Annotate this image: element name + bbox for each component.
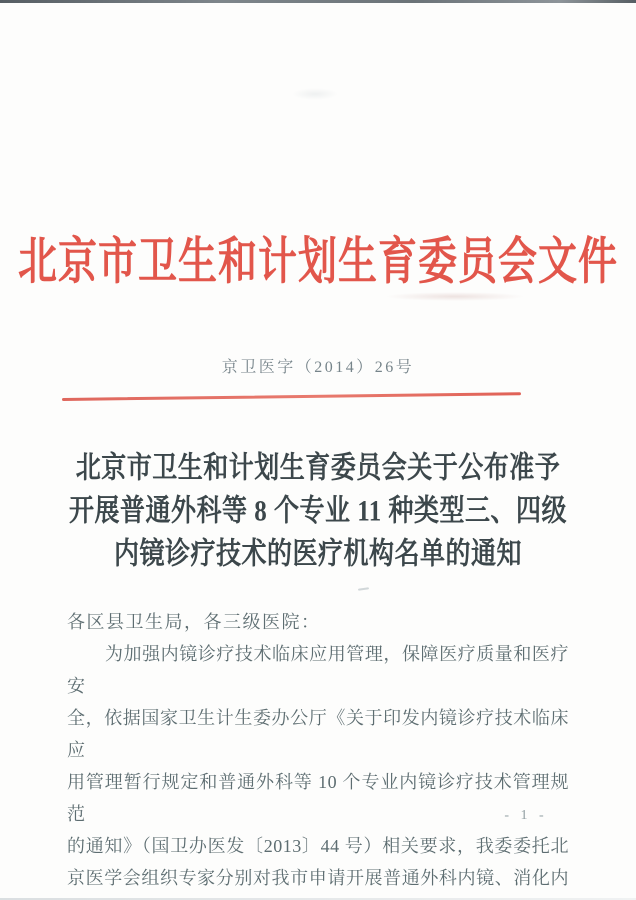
body-text-line: 用管理暂行规定和普通外科等 10 个专业内镜诊疗技术管理规范: [67, 772, 569, 824]
body-text-line: 京医学会组织专家分别对我市申请开展普通外科内镜、消化内: [67, 868, 569, 888]
salutation-line: 各区县卫生局，各三级医院：: [67, 612, 321, 632]
document-body: [67, 606, 569, 894]
document-title-line-1: 北京市卫生和计划生育委员会关于公布准予: [75, 452, 561, 485]
scan-top-edge-artifact: [0, 0, 636, 3]
document-header-title-text: 北京市卫生和计划生育委员会文件: [17, 234, 618, 291]
body-text-line: 全，依据国家卫生计生委办公厅《关于印发内镜诊疗技术临床应: [67, 708, 569, 760]
document-title-line-3: 内镜诊疗技术的医疗机构名单的通知: [113, 538, 522, 571]
scan-smudge: [292, 88, 338, 100]
document-title-line-2: 开展普通外科等 8 个专业 11 种类型三、四级: [68, 495, 568, 528]
document-title: [0, 447, 636, 576]
body-text-line: 为加强内镜诊疗技术临床应用管理，保障医疗质量和医疗安: [67, 644, 569, 696]
scan-smudge: [358, 587, 369, 591]
body-text-line: 的通知》（国卫办医发〔2013〕44 号）相关要求，我委委托北: [67, 836, 569, 856]
document-number: 京卫医字（2014）26号: [221, 359, 415, 376]
document-header-title: [0, 224, 636, 302]
page-number: - 1 -: [504, 808, 548, 823]
red-divider-line: [62, 392, 521, 400]
